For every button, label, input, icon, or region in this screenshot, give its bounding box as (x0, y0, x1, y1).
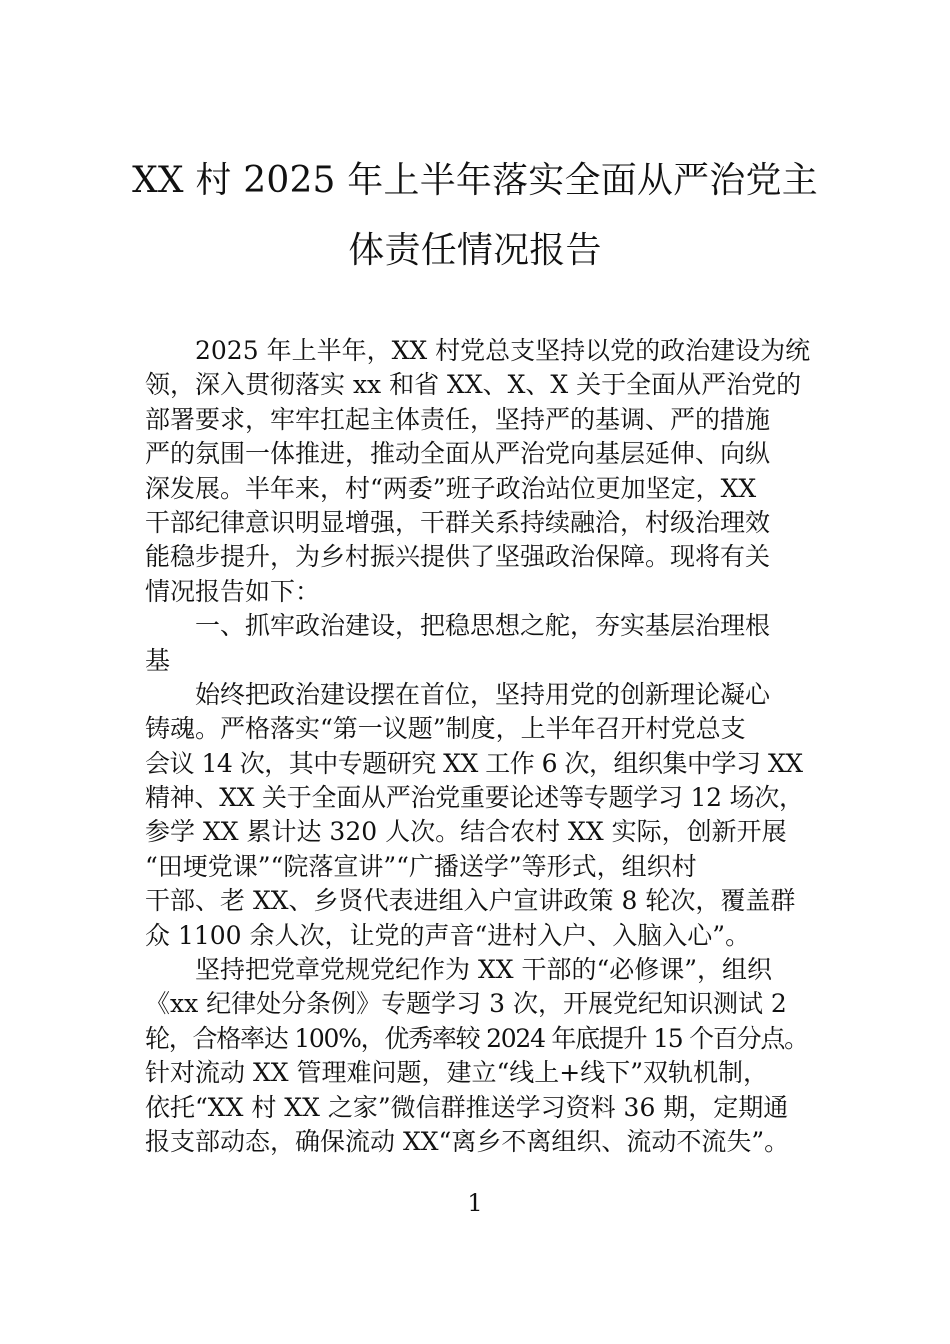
title-line-1: XX 村 2025 年上半年落实全面从严治党主 (132, 160, 818, 201)
body-paragraph-line: 干部、老 XX、乡贤代表进组入户宣讲政策 8 轮次，覆盖群 (145, 886, 796, 916)
intro-paragraph-line: 深发展。半年来，村“两委”班子政治站位更加坚定，XX (145, 473, 757, 503)
body-paragraph-line: 《xx 纪律处分条例》专题学习 3 次，开展党纪知识测试 2 (145, 989, 787, 1019)
body-paragraph-line: 参学 XX 累计达 320 人次。结合农村 XX 实际，创新开展 (145, 817, 787, 847)
body-paragraph-line: “田埂党课”“院落宣讲”“广播送学”等形式，组织村 (145, 851, 697, 881)
page-number: 1 (467, 1189, 483, 1217)
intro-paragraph-line: 严的氛围一体推进，推动全面从严治党向基层延伸、向纵 (145, 439, 771, 469)
body-paragraph-line: 铸魂。严格落实“第一议题”制度，上半年召开村党总支 (145, 714, 746, 744)
body-paragraph-line: 依托“XX 村 XX 之家”微信群推送学习资料 36 期，定期通 (145, 1092, 789, 1122)
intro-paragraph-line: 情况报告如下： (145, 576, 321, 606)
intro-paragraph-line: 领，深入贯彻落实 xx 和省 XX、X、X 关于全面从严治党的 (145, 370, 802, 400)
intro-paragraph-line: 能稳步提升，为乡村振兴提供了坚强政治保障。现将有关 (145, 542, 771, 572)
body-paragraph-line: 坚持把党章党规党纪作为 XX 干部的“必修课”，组织 (195, 955, 773, 985)
document-body (145, 334, 810, 1159)
section-heading-line: 一、抓牢政治建设，把稳思想之舵，夯实基层治理根 (195, 611, 771, 641)
body-paragraph-line: 报支部动态，确保流动 XX“离乡不离组织、流动不流失”。 (145, 1126, 790, 1156)
body-paragraph-line: 精神、XX 关于全面从严治党重要论述等专题学习 12 场次， (145, 783, 804, 813)
body-paragraph-line: 轮，合格率达 100%，优秀率较 2024 年底提升 15 个百分点。 (145, 1023, 808, 1053)
body-paragraph-line: 会议 14 次，其中专题研究 XX 工作 6 次，组织集中学习 XX (145, 748, 803, 778)
body-paragraph-line: 针对流动 XX 管理难问题，建立“线上+线下”双轨机制， (145, 1058, 768, 1088)
body-paragraph-line: 众 1100 余人次，让党的声音“进村入户、入脑入心”。 (145, 920, 751, 950)
body-paragraph-line: 始终把政治建设摆在首位，坚持用党的创新理论凝心 (195, 679, 771, 709)
intro-paragraph-line: 干部纪律意识明显增强，干群关系持续融洽，村级治理效 (145, 507, 771, 537)
document-title (120, 146, 830, 286)
section-heading-line: 基 (145, 645, 171, 675)
intro-paragraph-line: 2025 年上半年，XX 村党总支坚持以党的政治建设为统 (195, 336, 811, 365)
title-line-2: 体责任情况报告 (348, 230, 602, 271)
intro-paragraph-line: 部署要求，牢牢扛起主体责任，坚持严的基调、严的措施 (145, 404, 771, 434)
